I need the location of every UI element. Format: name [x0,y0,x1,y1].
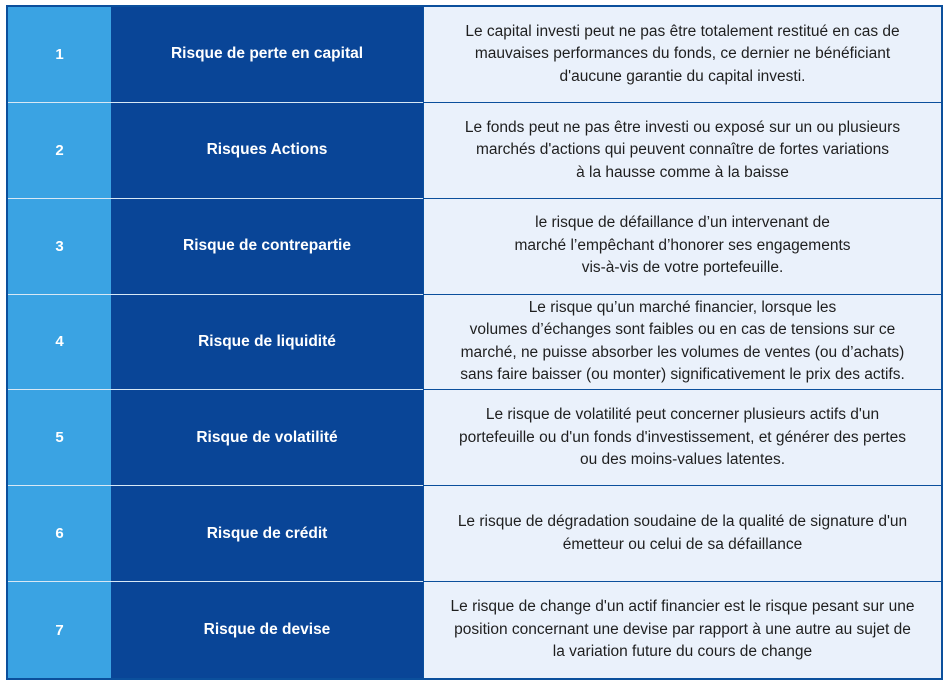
risk-title: Risque de contrepartie [111,199,423,295]
risk-number: 2 [8,103,111,199]
risk-number: 3 [8,199,111,295]
risk-title: Risques Actions [111,103,423,199]
risk-number: 5 [8,390,111,486]
risk-title: Risque de devise [111,582,423,678]
risk-title: Risque de perte en capital [111,7,423,103]
risk-number: 1 [8,7,111,103]
risk-description: Le risque de volatilité peut concerner plusieurs actifs d'un portefeuille ou d'un fonds d'investissement, et générer des pertes ou des moins-values latentes. [423,390,941,486]
risk-number: 7 [8,582,111,678]
risk-title: Risque de volatilité [111,390,423,486]
risk-description: Le capital investi peut ne pas être totalement restitué en cas de mauvaises performances du fonds, ce dernier ne bénéficiant d'aucune garantie du capital investi. [423,7,941,103]
risk-number: 6 [8,486,111,582]
risk-description: Le risque qu’un marché financier, lorsque les volumes d’échanges sont faibles ou en cas de tensions sur ce marché, ne puisse absorber les volumes de ventes (ou d’achats) sans faire baisser (ou monter) significativement le prix des actifs. [423,295,941,391]
risk-description: Le risque de dégradation soudaine de la qualité de signature d'un émetteur ou celui de sa défaillance [423,486,941,582]
risk-title: Risque de crédit [111,486,423,582]
risk-description: Le risque de change d'un actif financier est le risque pesant sur une position concernant une devise par rapport à une autre au sujet de la variation future du cours de change [423,582,941,678]
risk-number: 4 [8,295,111,391]
risk-description: le risque de défaillance d’un intervenant de marché l’empêchant d’honorer ses engagements vis-à-vis de votre portefeuille. [423,199,941,295]
risk-title: Risque de liquidité [111,295,423,391]
risk-table [6,5,943,680]
risk-description: Le fonds peut ne pas être investi ou exposé sur un ou plusieurs marchés d'actions qui peuvent connaître de fortes variations à la hausse comme à la baisse [423,103,941,199]
